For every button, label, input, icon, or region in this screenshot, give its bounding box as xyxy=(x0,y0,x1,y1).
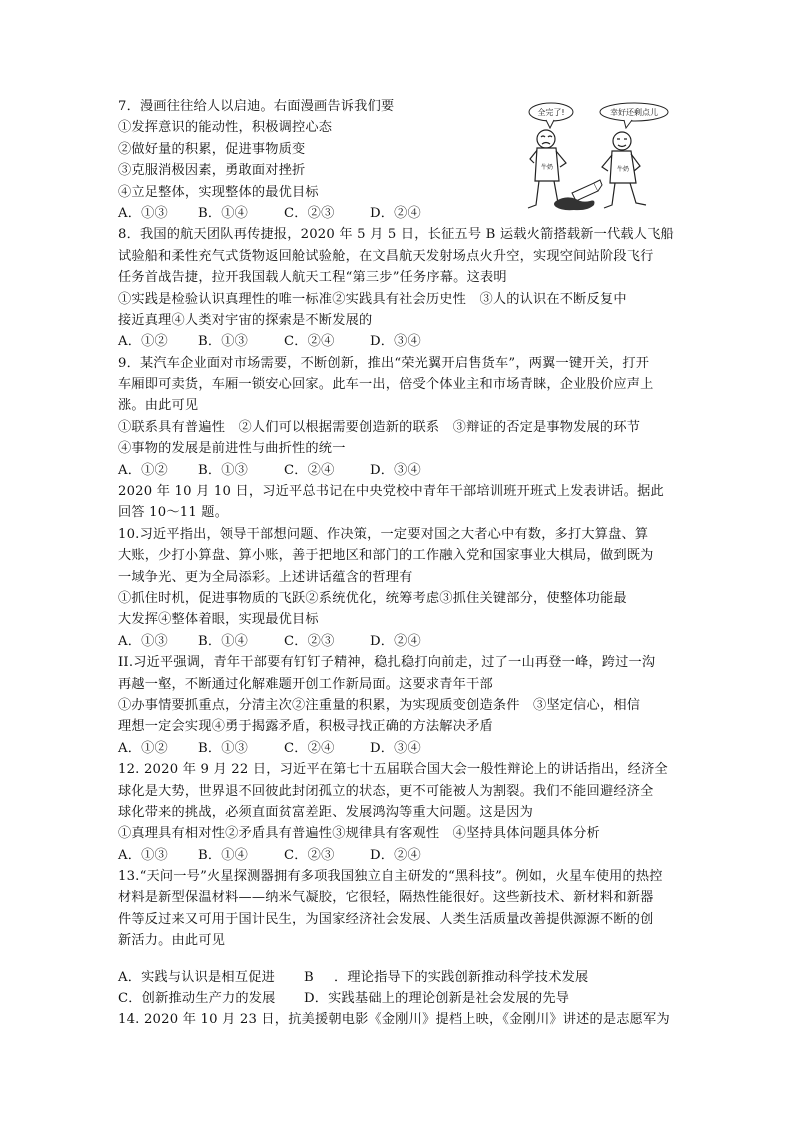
option-c: C．②③ xyxy=(284,847,335,863)
cartoon-bottle-label-left: 牛奶 xyxy=(540,164,554,171)
q7-statement-1: ①发挥意识的能动性，积极调控心态 xyxy=(118,120,333,136)
q11-line-4: 理想一定会实现④勇于揭露矛盾，积极寻找正确的方法解决矛盾 xyxy=(118,719,493,735)
cartoon-bubble-right: 幸好还剩点儿 xyxy=(610,108,658,117)
q8-line-2: 试验船和柔性充气式货物返回舱试验舱，在文昌航天发射场点火升空，实现空间站阶段飞行 xyxy=(118,248,654,264)
q12-line-3: 球化带来的挑战，必须直面贫富差距、发展鸿沟等重大问题。这是因为 xyxy=(118,804,534,820)
q9-line-5: ④事物的发展是前进性与曲折性的统一 xyxy=(118,441,346,457)
q7-statement-3: ③克服消极因素，勇敢面对挫折 xyxy=(118,163,306,179)
intro-line-2: 回答 10～11 题。 xyxy=(118,505,229,521)
option-d: D．③④ xyxy=(370,334,421,350)
option-a: A．①② xyxy=(118,740,168,756)
q13-line-2: 材料是新型保温材料——纳米气凝胶，它很轻，隔热性能很好。这些新技术、新材料和新器 xyxy=(118,890,654,906)
q7-options xyxy=(118,203,678,224)
option-b: B．①③ xyxy=(198,334,249,350)
intro-line-1: 2020 年 10 月 10 日，习近平总书记在中央党校中青年干部培训班开班式上发表讲话。据此 xyxy=(118,484,664,500)
q12-options xyxy=(118,845,678,866)
q10-line-5: 大发挥④整体着眼，实现最优目标 xyxy=(118,612,319,628)
q8-line-5: 接近真理④人类对宇宙的探索是不断发展的 xyxy=(118,312,373,328)
q9-line-3: 涨。由此可见 xyxy=(118,398,199,414)
q11-line-1: II.习近平强调，青年干部要有钉钉子精神，稳扎稳打向前走，过了一山再登一峰，跨过一沟 xyxy=(118,655,656,671)
q11-options xyxy=(118,738,678,759)
option-c: C．②④ xyxy=(284,462,335,478)
q7-stem: 7．漫画往往给人以启迪。右面漫画告诉我们要 xyxy=(118,99,395,114)
spacer xyxy=(118,952,678,967)
option-c: C．②④ xyxy=(284,740,335,756)
option-b: B．①④ xyxy=(198,205,249,221)
option-d: D．②④ xyxy=(370,205,421,221)
q12-line-1: 12. 2020 年 9 月 22 日，习近平在第七十五届联合国大会一般性辩论上的讲话指出，经济全 xyxy=(118,762,668,778)
q13-options-row-1 xyxy=(118,967,678,988)
exam-page xyxy=(118,96,678,1031)
option-d: D．②④ xyxy=(370,633,421,649)
q8-line-4: ①实践是检验认识真理性的唯一标准②实践具有社会历史性 ③人的认识在不断反复中 xyxy=(118,291,627,307)
option-b: B．①④ xyxy=(198,847,249,863)
q11-line-2: 再越一壑，不断通过化解难题开创工作新局面。这要求青年干部 xyxy=(118,676,493,692)
option-c: C．②③ xyxy=(284,633,335,649)
q8-line-3: 任务首战告捷，拉开我国载人航天工程“第三步”任务序幕。这表明 xyxy=(118,270,507,286)
q10-line-4: ①抓住时机，促进事物质的飞跃②系统优化，统筹考虑③抓住关键部分，使整体功能最 xyxy=(118,590,627,606)
q10-line-1: 10.习近平指出，领导干部想问题、作决策，一定要对国之大者心中有数，多打大算盘、算 xyxy=(118,526,649,542)
option-a: A．①② xyxy=(118,462,168,478)
q8-line-1: 8．我国的航天团队再传捷报，2020 年 5 月 5 日，长征五号 B 运载火箭搭载新一代载人飞船 xyxy=(118,227,674,243)
cartoon-bottle-label-right: 牛奶 xyxy=(616,166,630,173)
option-b: B．①③ xyxy=(198,740,249,756)
q10-line-3: 一域争光、更为全局添彩。上述讲话蕴含的哲理有 xyxy=(118,569,413,585)
q13-line-1: 13.“天问一号”火星探测器拥有多项我国独立自主研发的“黑科技”。例如，火星车使用的热控 xyxy=(118,869,663,885)
option-b-letter: B xyxy=(304,969,314,985)
option-a: A．实践与认识是相互促进 xyxy=(118,969,275,985)
option-d: D．③④ xyxy=(370,740,421,756)
option-c: C．创新推动生产力的发展 xyxy=(118,991,276,1007)
option-b: B．①③ xyxy=(198,462,249,478)
option-b-text: ．理论指导下的实践创新推动科学技术发展 xyxy=(334,969,589,985)
q9-options xyxy=(118,460,678,481)
option-b: B．①④ xyxy=(198,633,249,649)
q10-line-2: 大账，少打小算盘、算小账，善于把地区和部门的工作融入党和国家事业大棋局，做到既为 xyxy=(118,548,654,564)
q9-line-2: 车厢即可卖货，车厢一锁安心回家。此车一出，倍受个体业主和市场青睐，企业股价应声上 xyxy=(118,377,654,393)
q10-options xyxy=(118,631,678,652)
q12-line-2: 球化是大势，世界退不回彼此封闭孤立的状态，更不可能被人为割裂。我们不能回避经济全 xyxy=(118,783,654,799)
q7-statement-4: ④立足整体，实现整体的最优目标 xyxy=(118,184,319,200)
q13-line-3: 件等反过来又可用于国计民生，为国家经济社会发展、人类生活质量改善提供源源不断的创 xyxy=(118,911,654,927)
q14-line-1: 14. 2020 年 10 月 23 日，抗美援朝电影《金刚川》提档上映，《金刚川》讲述的是志愿军为 xyxy=(118,1012,670,1028)
q13-line-4: 新活力。由此可见 xyxy=(118,933,226,949)
q12-line-4: ①真理具有相对性②矛盾具有普遍性③规律具有客观性 ④坚持具体问题具体分析 xyxy=(118,826,600,842)
option-d: D．②④ xyxy=(370,847,421,863)
q13-options-row-2 xyxy=(118,988,678,1009)
option-c: C．②④ xyxy=(284,334,335,350)
option-a: A．①③ xyxy=(118,205,168,221)
q8-options xyxy=(118,331,678,352)
q7-statement-2: ②做好量的积累，促进事物质变 xyxy=(118,141,306,157)
cartoon-bubble-left: 全完了! xyxy=(537,108,565,117)
q9-line-4: ①联系具有普遍性 ②人们可以根据需要创造新的联系 ③辩证的否定是事物发展的环节 xyxy=(118,419,641,435)
option-c: C．②③ xyxy=(284,205,335,221)
option-a: A．①② xyxy=(118,334,168,350)
option-a: A．①③ xyxy=(118,633,168,649)
option-d: D．③④ xyxy=(370,462,421,478)
q9-line-1: 9．某汽车企业面对市场需要，不断创新，推出“荣光翼开启售货车”，两翼一键开关，打开 xyxy=(118,355,650,371)
option-d: D．实践基础上的理论创新是社会发展的先导 xyxy=(304,991,570,1007)
q11-line-3: ①办事情要抓重点，分清主次②注重量的积累，为实现质变创造条件 ③坚定信心，相信 xyxy=(118,697,641,713)
option-a: A．①③ xyxy=(118,847,168,863)
